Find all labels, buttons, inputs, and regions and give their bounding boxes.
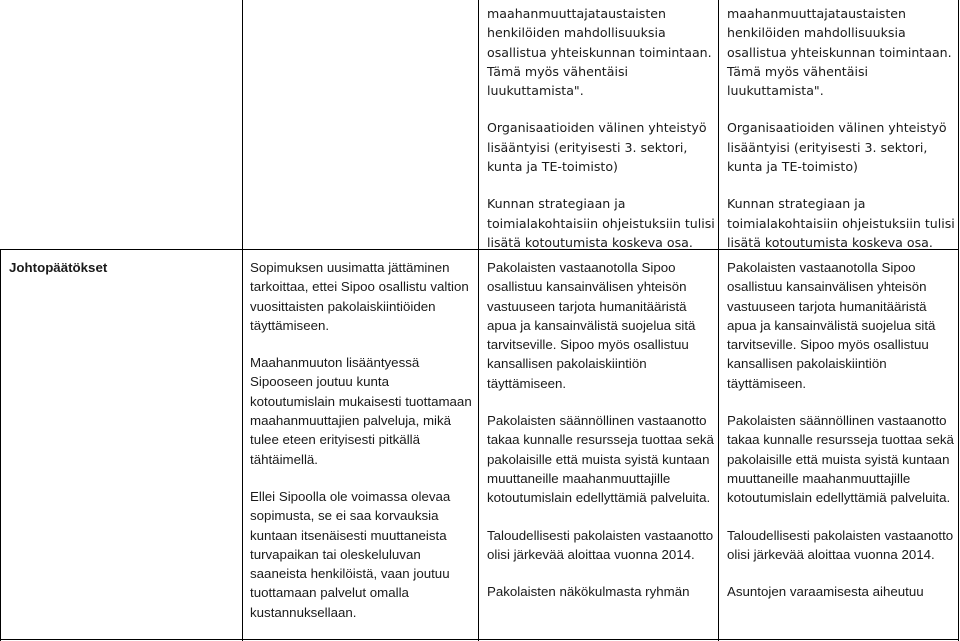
col3-paragraph-4: Pakolaisten näkökulmasta ryhmän — [487, 584, 690, 600]
top-col3-paragraph-2: Organisaatioiden välinen yhteistyö lisääntyisi (erityisesti 3. sektori, kunta ja TE-toimisto) — [487, 120, 707, 175]
table-divider-3 — [718, 0, 719, 641]
page-bottom-divider — [0, 639, 959, 640]
bottom-row-col4-cell — [727, 258, 955, 601]
col4-paragraph-2: Pakolaisten säännöllinen vastaanotto takaa kunnalle resursseja tuottaa sekä pakolaisille että muista syistä kuntaan muuttaneille maahanmuuttajille kotoutumislain edellyttämiä palveluita. — [727, 413, 954, 506]
row-header-johtopaatokset: Johtopäätökset — [9, 260, 108, 275]
table-divider-1 — [242, 0, 243, 641]
col3-paragraph-3: Taloudellisesti pakolaisten vastaanotto olisi järkevää aloittaa vuonna 2014. — [487, 527, 714, 562]
top-row-col4-cell — [727, 4, 955, 252]
table-divider-2 — [478, 0, 479, 641]
col3-paragraph-2: Pakolaisten säännöllinen vastaanotto takaa kunnalle resursseja tuottaa sekä pakolaisille että muista syistä kuntaan muuttaneille maahanmuuttajille kotoutumislain edellyttämiä palveluita. — [487, 413, 714, 506]
top-col3-paragraph-3: Kunnan strategiaan ja toimialakohtaisiin ohjeistuksiin tulisi lisätä kotoutumista koskeva osa. — [487, 196, 715, 250]
table-border-left — [0, 250, 1, 641]
bottom-row-col3-cell — [487, 258, 715, 601]
col4-paragraph-4: Asuntojen varaamisesta aiheutuu — [727, 584, 924, 600]
bottom-row-col2-cell — [250, 258, 474, 622]
top-col4-paragraph-2: Organisaatioiden välinen yhteistyö lisääntyisi (erityisesti 3. sektori, kunta ja TE-toimisto) — [727, 120, 947, 175]
col4-paragraph-1: Pakolaisten vastaanotolla Sipoo osallistuu kansainvälisen yhteisön vastuuseen tarjota humanitääristä apua ja kansainvälistä suojelua sitä tarvitseville. Sipoo myös osallistuu kansallisen pakolaiskiintiön täyttämiseen. — [727, 260, 936, 391]
col2-paragraph-3: Ellei Sipoolla ole voimassa olevaa sopimusta, se ei saa korvauksia kuntaan itsenäisesti muuttaneista turvapaikan tai oleskeluluvan saaneista henkilöistä, vaan joutuu tuottamaan palvelut omalla kustannuksellaan. — [250, 488, 451, 620]
top-col3-paragraph-1: maahanmuuttajataustaisten henkilöiden mahdollisuuksia osallistua yhteiskunnan toimintaan. Tämä myös vähentäisi luukuttamista". — [487, 6, 712, 99]
table-border-right — [958, 0, 959, 641]
top-col4-paragraph-1: maahanmuuttajataustaisten henkilöiden mahdollisuuksia osallistua yhteiskunnan toimintaan. Tämä myös vähentäisi luukuttamista". — [727, 6, 952, 99]
col2-paragraph-2: Maahanmuuton lisääntyessä Sipooseen joutuu kunta kotoutumislain mukaisesti tuottamaan maahanmuuttajien palveluja, mikä tulee eteen erityisesti pitkällä tähtäimellä. — [250, 355, 472, 467]
top-row-col3-cell — [487, 4, 715, 252]
top-col4-paragraph-3: Kunnan strategiaan ja toimialakohtaisiin ohjeistuksiin tulisi lisätä kotoutumista koskeva osa. — [727, 196, 955, 250]
col4-paragraph-3: Taloudellisesti pakolaisten vastaanotto olisi järkevää aloittaa vuonna 2014. — [727, 527, 954, 562]
col2-paragraph-1: Sopimuksen uusimatta jättäminen tarkoittaa, ettei Sipoo osallistu valtion vuosittaisten pakolaiskiintiöiden täyttämiseen. — [250, 260, 469, 333]
col3-paragraph-1: Pakolaisten vastaanotolla Sipoo osallistuu kansainvälisen yhteisön vastuuseen tarjota humanitääristä apua ja kansainvälistä suojelua sitä tarvitseville. Sipoo myös osallistuu kansallisen pakolaiskiintiön täyttämiseen. — [487, 260, 696, 391]
